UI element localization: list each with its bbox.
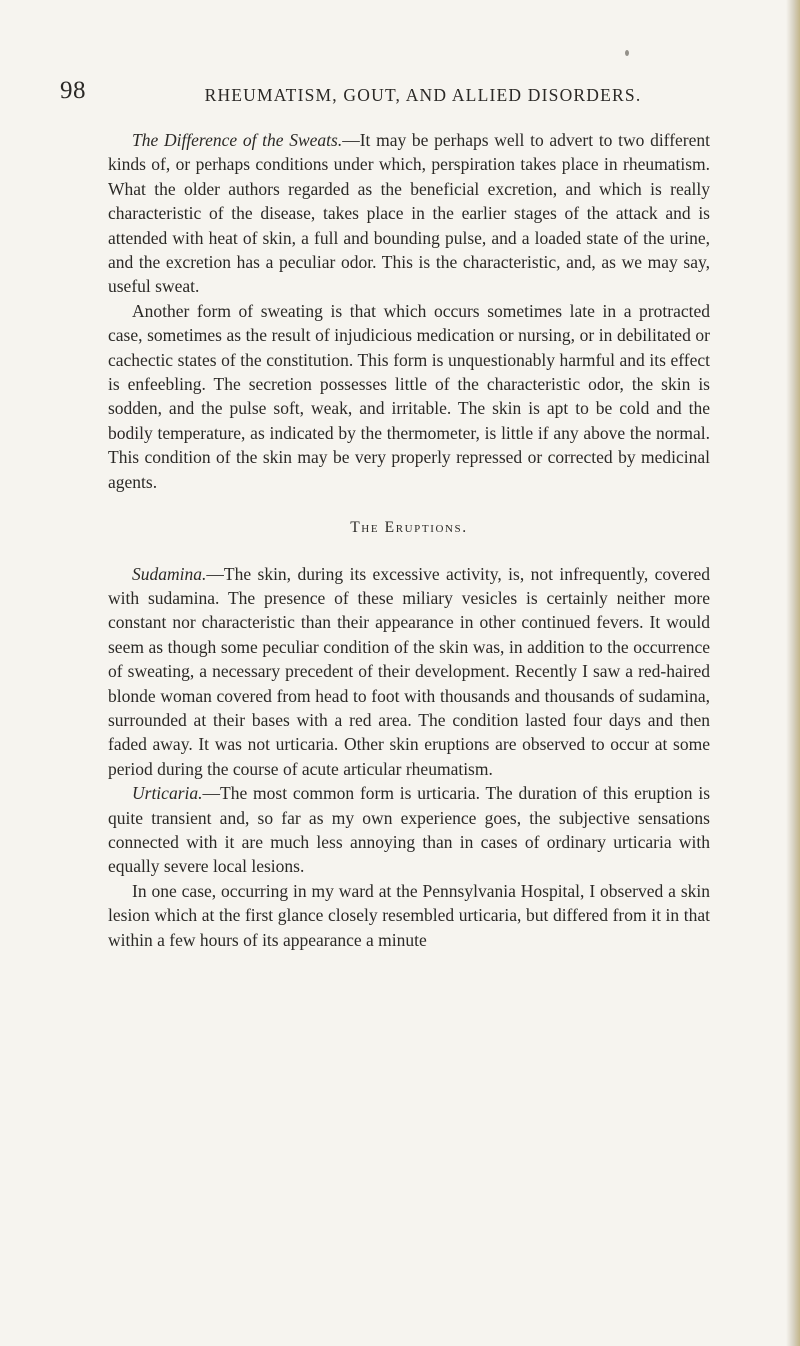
- paragraph-pennsylvania-case: [108, 879, 710, 952]
- page-edge-shadow: [786, 0, 800, 1346]
- paragraph-urticaria: [108, 781, 710, 879]
- page-header: [0, 73, 800, 113]
- page-body: [108, 128, 710, 952]
- paragraph-text: —The most common form is urticaria. The duration of this eruption is quite transient and, so far as my own experience goes, the subjective sensations connected with it are much less annoying than in cases of ordinary urticaria with equally severe local lesions.: [108, 783, 710, 877]
- section-heading-eruptions: The Eruptions.: [350, 519, 468, 537]
- paragraph-text: In one case, occurring in my ward at the Pennsylvania Hospital, I observed a skin lesion which at the first glance closely resembled urticaria, but differed from it in that within a few hours of its appearance a minute: [108, 880, 710, 950]
- paragraph-difference-of-sweats: [108, 128, 710, 299]
- paragraph-title: Urticaria.: [132, 783, 203, 804]
- running-head: RHEUMATISM, GOUT, AND ALLIED DISORDERS.: [204, 85, 642, 105]
- paragraph-text: —The skin, during its excessive activity, is, not infrequently, covered with sudamina. The presence of these miliary vesicles is certainly neither more constant nor characteristic than their appearance in other continued fevers. It would seem as though some peculiar condition of the skin was, in addition to the occurrence of sweating, a necessary precedent of their development. Recently I saw a red-haired blonde woman covered from head to foot with thousands and thousands of sudamina, surrounded at their bases with a red area. The condition lasted four days and then faded away. It was not urticaria. Other skin eruptions are observed to occur at some period during the course of acute articular rheumatism.: [108, 563, 710, 779]
- paragraph-sudamina: [108, 562, 710, 782]
- paragraph-text: —It may be perhaps well to advert to two different kinds of, or perhaps conditions under which, perspiration takes place in rheumatism. What the older authors regarded as the beneficial excretion, and which is really characteristic of the disease, takes place in the earlier stages of the attack and is attended with heat of skin, a full and bounding pulse, and a loaded state of the urine, and the excretion has a peculiar odor. This is the characteristic, and, as we may say, useful sweat.: [108, 130, 710, 297]
- paragraph-title: Sudamina.: [132, 563, 207, 584]
- page-number: 98: [60, 77, 86, 104]
- paragraph-another-form: [108, 299, 710, 494]
- paragraph-text: Another form of sweating is that which occurs sometimes late in a protracted case, sometimes as the result of injudicious medication or nursing, or in debilitated or cachectic states of the constitution. This form is unquestionably harmful and its effect is enfeebling. The secretion possesses little of the characteristic odor, the skin is sodden, and the pulse soft, weak, and irritable. The skin is apt to be cold and the bodily temperature, as indicated by the thermometer, is little if any above the normal. This condition of the skin may be very properly repressed or corrected by medicinal agents.: [108, 300, 710, 492]
- ink-speck: [625, 50, 629, 56]
- paragraph-title: The Difference of the Sweats.: [132, 130, 343, 150]
